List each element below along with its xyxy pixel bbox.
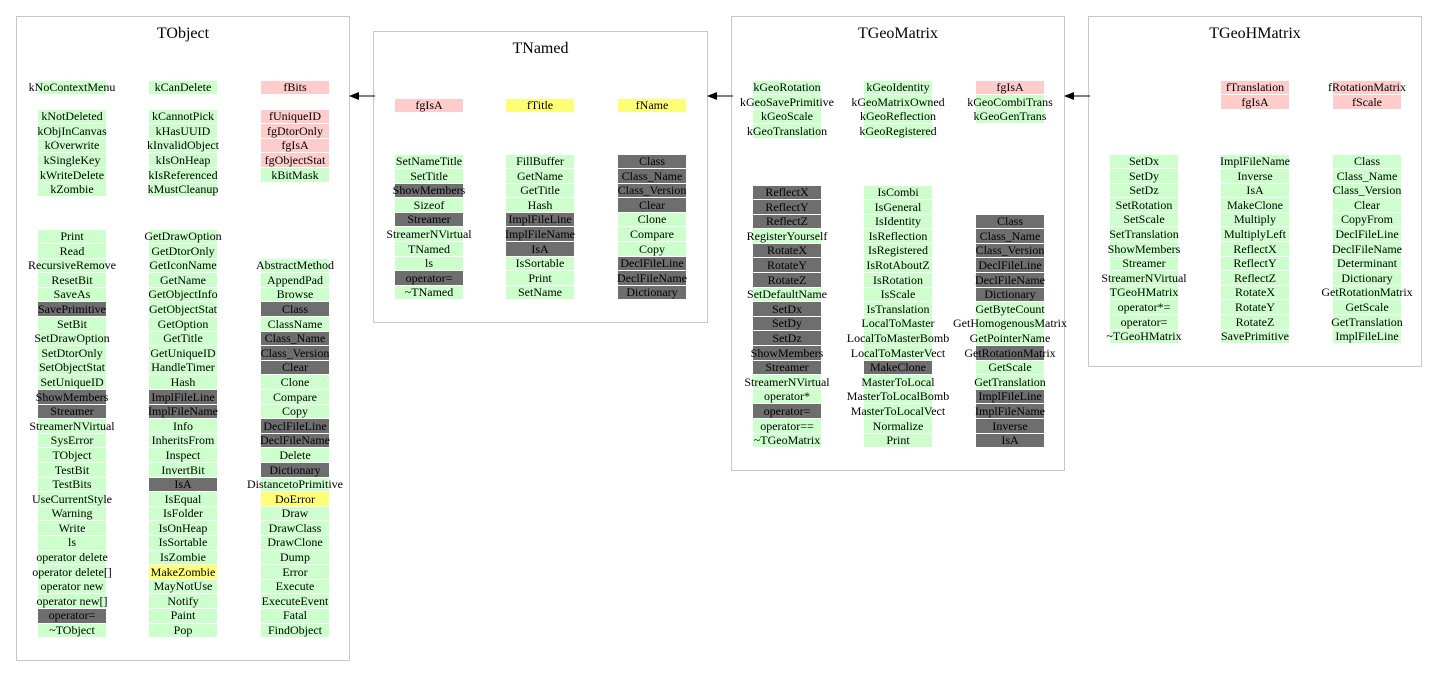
class-member: kGeoIdentity [866, 80, 930, 94]
class-member: Execute [275, 579, 315, 594]
class-member: MakeClone [1227, 197, 1283, 212]
class-member: ImplFileLine [978, 389, 1042, 404]
class-member: fBits [283, 80, 307, 94]
class-member: MakeClone [870, 360, 926, 375]
class-member: fTranslation [1225, 80, 1285, 94]
class-member: SetBit [56, 316, 87, 331]
class-member: Compare [630, 226, 674, 241]
class-member: IsRegistered [868, 243, 928, 258]
class-member: SetDefaultName [747, 287, 827, 302]
class-member: Error [282, 564, 308, 579]
class-member: Determinant [1337, 256, 1397, 271]
class-member: Dictionary [626, 285, 678, 300]
class-member: DoError [275, 491, 315, 506]
class-member: IsSortable [158, 535, 208, 550]
class-member: operator= [1120, 314, 1168, 329]
spacer [182, 95, 184, 110]
class-member: Streamer [765, 360, 809, 375]
class-member: operator new [40, 579, 104, 594]
class-member: GetPointerName [969, 330, 1051, 345]
class-member: LocalToMasterBomb [846, 330, 950, 345]
class-member: Clone [637, 212, 667, 227]
class-member: fgIsA [1241, 94, 1269, 109]
class-member: Hash [527, 197, 553, 212]
class-member: DeclFileLine [620, 256, 684, 271]
class-member: Draw [281, 506, 309, 521]
class-member: fgIsA [281, 138, 309, 153]
class-member: MayNotUse [153, 579, 213, 594]
class-member: ReflectX [1233, 241, 1277, 256]
class-title: TNamed [512, 40, 569, 57]
class-member: kGeoCombiTrans [967, 94, 1053, 109]
class-member: MasterToLocalVect [850, 403, 946, 418]
class-member: fTitle [526, 98, 554, 112]
class-member: fgIsA [415, 98, 443, 112]
class-member: kOverwrite [44, 138, 100, 153]
class-member: Warning [51, 506, 93, 521]
class-member: kNotDeleted [41, 109, 103, 124]
class-member: ShowMembers [750, 345, 824, 360]
class-member: GetDrawOption [144, 229, 222, 243]
member-area [732, 17, 1067, 470]
class-member: RotateX [1235, 285, 1275, 300]
class-member: Multiply [1233, 212, 1276, 227]
class-member: StreamerNVirtual [1101, 270, 1187, 285]
class-member: GetByteCount [975, 301, 1045, 316]
class-member: TNamed [408, 241, 450, 256]
class-member: Info [173, 418, 193, 433]
class-member: ResetBit [51, 272, 93, 287]
class-member: ImplFileLine [508, 212, 572, 227]
class-member: ~TNamed [404, 285, 454, 300]
class-member: Delete [279, 447, 311, 462]
class-member: fName [635, 98, 669, 112]
class-member: SetDrawOption [34, 331, 110, 346]
class-member: DeclFileLine [978, 257, 1042, 272]
class-member: Class_Name [1336, 168, 1398, 183]
class-member: operator*= [1117, 299, 1171, 314]
class-member: DeclFileName [617, 270, 687, 285]
class-member: IsA [1246, 183, 1264, 198]
class-member: TGeoHMatrix [1109, 285, 1179, 300]
class-member: DistancetoPrimitive [247, 477, 343, 492]
class-member: DeclFileName [260, 433, 330, 448]
class-member: SetScale [1123, 212, 1165, 227]
inheritance-arrow-tgeomatrix-tnamed [706, 88, 734, 104]
class-member: ~TGeoMatrix [753, 433, 821, 448]
class-member: RotateZ [1235, 314, 1275, 329]
class-member: kZombie [50, 182, 94, 197]
class-member: ~TGeoHMatrix [1106, 329, 1182, 344]
class-member: kGeoTranslation [746, 123, 828, 138]
class-member: Write [58, 520, 86, 535]
class-member: ImplFileName [975, 403, 1045, 418]
class-member: operator== [760, 418, 814, 433]
class-member: IsTranslation [866, 301, 930, 316]
member-column [1277, 154, 1437, 344]
class-member: LocalToMasterVect [850, 345, 946, 360]
class-member: GetTitle [520, 183, 560, 198]
class-member: kGeoScale [761, 109, 813, 124]
class-member: ImplFileLine [1335, 329, 1399, 344]
class-member: MasterToLocal [861, 374, 935, 389]
class-member: ClassName [267, 316, 323, 331]
class-member: kGeoGenTrans [973, 109, 1047, 124]
class-member: Inspect [165, 447, 201, 462]
class-member: FindObject [268, 623, 322, 638]
class-member: SetDy [1129, 168, 1159, 183]
class-member: RegisterYourself [746, 228, 828, 243]
class-member: IsFolder [163, 506, 203, 521]
class-member: IsSortable [515, 256, 565, 271]
spacer [294, 244, 296, 259]
class-member: SavePrimitive [38, 301, 106, 316]
class-member: ImplFileName [1220, 154, 1290, 168]
class-member: ~TObject [49, 623, 95, 638]
class-member: SetName [518, 285, 562, 300]
class-member: Inverse [992, 418, 1028, 433]
class-member: GetTranslation [1331, 314, 1403, 329]
class-member: SetUniqueID [40, 374, 104, 389]
class-member: IsScale [880, 287, 916, 302]
class-member: TestBit [54, 462, 90, 477]
class-member: kGeoRotation [753, 80, 821, 94]
class-member: Read [59, 243, 85, 258]
class-member: ImplFileName [148, 404, 218, 419]
class-member: Clear [1354, 197, 1380, 212]
class-member: operator= [48, 608, 96, 623]
class-member: Dictionary [1341, 270, 1393, 285]
class-member: IsZombie [160, 550, 206, 565]
class-member: fgIsA [996, 80, 1024, 94]
class-member: RotateY [1235, 299, 1275, 314]
class-member: ls [424, 256, 433, 271]
class-member: GetScale [1345, 299, 1389, 314]
class-member: IsEqual [164, 491, 202, 506]
class-member: SetDtorOnly [41, 345, 103, 360]
spacer [71, 95, 73, 110]
class-member: kHasUUID [155, 123, 211, 138]
class-member: Pop [173, 623, 193, 638]
class-member: LocalToMaster [861, 316, 935, 331]
class-member: Class_Version [975, 243, 1045, 258]
class-member: InheritsFrom [151, 433, 215, 448]
class-member: Streamer [50, 404, 94, 419]
class-member: kNoContextMenu [28, 80, 116, 94]
class-member: RotateZ [767, 272, 807, 287]
class-member: operator* [764, 389, 810, 404]
class-member: RotateX [767, 243, 807, 258]
class-box-tgeohmatrix [1088, 16, 1422, 367]
class-member: Browse [276, 287, 314, 302]
inheritance-arrow-tnamed-tobject [348, 88, 376, 104]
class-member: AppendPad [267, 272, 323, 287]
class-member: kMustCleanup [147, 182, 219, 197]
class-member: IsA [174, 477, 192, 492]
class-member: Fatal [283, 608, 307, 623]
class-member: GetTitle [163, 331, 203, 346]
class-title: TGeoHMatrix [1209, 25, 1301, 42]
class-member: SetTranslation [1109, 226, 1179, 241]
class-member: ShowMembers [392, 183, 466, 198]
class-member: Class_Name [979, 228, 1041, 243]
class-member: DeclFileName [975, 272, 1045, 287]
spacer [294, 95, 296, 110]
class-member: kGeoRegistered [859, 123, 937, 138]
class-member: MultiplyLeft [1224, 226, 1286, 241]
class-member: IsA [531, 241, 549, 256]
class-member: kBitMask [271, 167, 319, 182]
class-member: SavePrimitive [1221, 329, 1289, 344]
class-member: ls [67, 535, 76, 550]
class-member: operator delete [36, 550, 108, 565]
class-member: kGeoMatrixOwned [851, 94, 945, 109]
member-area [374, 32, 707, 322]
spacer [294, 229, 296, 244]
class-member: Hash [170, 374, 196, 389]
class-member: SysError [50, 433, 94, 448]
class-member: Clone [280, 374, 310, 389]
class-member: StreamerNVirtual [386, 226, 472, 241]
class-member: kIsOnHeap [155, 152, 211, 167]
class-member: UseCurrentStyle [32, 491, 112, 506]
class-member: RecursiveRemove [28, 258, 116, 273]
class-member: kCanDelete [154, 80, 212, 94]
class-member: SetDx [1129, 154, 1159, 168]
class-member: Paint [170, 608, 196, 623]
class-member: Class [996, 214, 1023, 229]
class-member: IsReflection [868, 228, 928, 243]
class-member: SetRotation [1115, 197, 1173, 212]
spacer [1009, 200, 1011, 215]
class-member: Copy [638, 241, 665, 256]
class-member: SetDz [772, 330, 802, 345]
inheritance-arrow-tgeohmatrix-tgeomatrix [1063, 88, 1091, 104]
class-member: IsCombi [877, 185, 919, 199]
class-member: GetName [517, 168, 563, 183]
class-member: Class [281, 301, 308, 316]
class-member: DeclFileLine [263, 418, 327, 433]
class-member: Class_Name [264, 331, 326, 346]
class-member: ReflectZ [1234, 270, 1276, 285]
class-member: fRotationMatrix [1328, 80, 1406, 94]
class-member: GetTranslation [974, 374, 1046, 389]
class-member: MasterToLocalBomb [846, 389, 950, 404]
class-member: ReflectY [765, 199, 809, 214]
class-member: ReflectZ [766, 214, 808, 229]
class-member: GetScale [988, 360, 1032, 375]
class-member: fScale [1352, 94, 1382, 109]
member-area [1089, 17, 1421, 366]
class-member: kGeoSavePrimitive [740, 94, 834, 109]
class-member: GetObjectStat [149, 301, 217, 316]
class-member: IsA [1001, 433, 1019, 448]
class-member: IsRotation [873, 272, 923, 287]
class-member: Compare [273, 389, 317, 404]
class-member: SetNameTitle [395, 154, 463, 168]
class-member: ShowMembers [1107, 241, 1181, 256]
class-member: IsRotAboutZ [866, 257, 930, 272]
class-member: operator= [405, 270, 453, 285]
class-member: SetTitle [410, 168, 448, 183]
class-member: Print [60, 229, 84, 243]
class-member: Class_Name [621, 168, 683, 183]
class-box-tobject [16, 16, 350, 661]
class-member: GetOption [157, 316, 209, 331]
class-box-tgeomatrix [731, 16, 1065, 471]
class-member: Class_Version [260, 345, 330, 360]
class-member: GetName [160, 272, 206, 287]
class-member: ShowMembers [35, 389, 109, 404]
class-member: TestBits [52, 477, 92, 492]
class-member: Class_Version [1332, 183, 1402, 198]
class-member: kCannotPick [152, 109, 214, 124]
class-member: fUniqueID [269, 109, 321, 124]
spacer [1009, 185, 1011, 200]
class-title: TGeoMatrix [858, 25, 938, 42]
class-member: DeclFileLine [1335, 226, 1399, 241]
class-member: operator new[] [36, 593, 108, 608]
class-member: Class [1353, 154, 1380, 168]
member-column [1277, 80, 1437, 109]
class-member: FillBuffer [516, 154, 564, 168]
class-member: MakeZombie [150, 564, 216, 579]
class-member: GetHomogenousMatrix [953, 316, 1067, 331]
class-member: Clear [282, 360, 308, 375]
class-member: SetDz [1129, 183, 1159, 198]
class-member: kIsReferenced [148, 167, 218, 182]
class-member: DrawClass [268, 520, 322, 535]
class-member: GetDtorOnly [151, 243, 215, 258]
class-member: fgDtorOnly [267, 123, 323, 138]
class-member: Copy [281, 404, 308, 419]
class-member: SaveAs [53, 287, 91, 302]
class-box-tnamed [373, 31, 708, 323]
class-member: kInvalidObject [147, 138, 219, 153]
class-member: ImplFileName [505, 226, 575, 241]
class-member: GetRotationMatrix [1321, 285, 1413, 300]
class-member: ReflectX [765, 185, 809, 199]
class-member: Clear [639, 197, 665, 212]
class-member: GetUniqueID [150, 345, 216, 360]
class-member: Inverse [1237, 168, 1273, 183]
class-member: Notify [167, 593, 199, 608]
class-member: Class_Version [617, 183, 687, 198]
class-member: Dictionary [984, 287, 1036, 302]
class-member: fgObjectStat [264, 152, 326, 167]
class-member: StreamerNVirtual [29, 418, 115, 433]
class-member: IsOnHeap [158, 520, 208, 535]
class-member: Dump [280, 550, 310, 565]
class-member: Streamer [1122, 256, 1166, 271]
class-member: HandleTimer [151, 360, 215, 375]
class-member: Class [638, 154, 665, 168]
class-member: kSingleKey [43, 152, 101, 167]
class-member: IsGeneral [874, 199, 922, 214]
class-member: kObjInCanvas [37, 123, 107, 138]
class-member: SetDy [772, 316, 802, 331]
class-member: DrawClone [267, 535, 323, 550]
class-member: Dictionary [269, 462, 321, 477]
class-member: operator= [763, 403, 811, 418]
class-member: kWriteDelete [39, 167, 105, 182]
class-member: GetObjectInfo [148, 287, 218, 302]
class-member: IsIdentity [875, 214, 921, 229]
class-member: ReflectY [1233, 256, 1277, 271]
class-title: TObject [156, 25, 210, 42]
class-member: Normalize [872, 418, 924, 433]
class-member: InvertBit [161, 462, 205, 477]
class-member: GetIconName [149, 258, 217, 273]
class-member: Streamer [407, 212, 451, 227]
class-member: SetObjectStat [39, 360, 105, 375]
class-member: ImplFileLine [151, 389, 215, 404]
class-member: SetDx [772, 301, 802, 316]
class-member: ExecuteEvent [261, 593, 329, 608]
class-member: TObject [52, 447, 92, 462]
class-member: DeclFileName [1332, 241, 1402, 256]
class-member: Sizeof [413, 197, 445, 212]
class-member: GetRotationMatrix [964, 345, 1056, 360]
class-member: Print [528, 270, 552, 285]
class-member: RotateY [767, 257, 807, 272]
class-member: StreamerNVirtual [744, 374, 830, 389]
class-member: AbstractMethod [256, 258, 334, 273]
class-member: operator delete[] [32, 564, 112, 579]
class-member: CopyFrom [1340, 212, 1393, 227]
class-member: Print [886, 433, 910, 448]
class-member: kGeoReflection [860, 109, 936, 124]
member-area [17, 17, 349, 660]
